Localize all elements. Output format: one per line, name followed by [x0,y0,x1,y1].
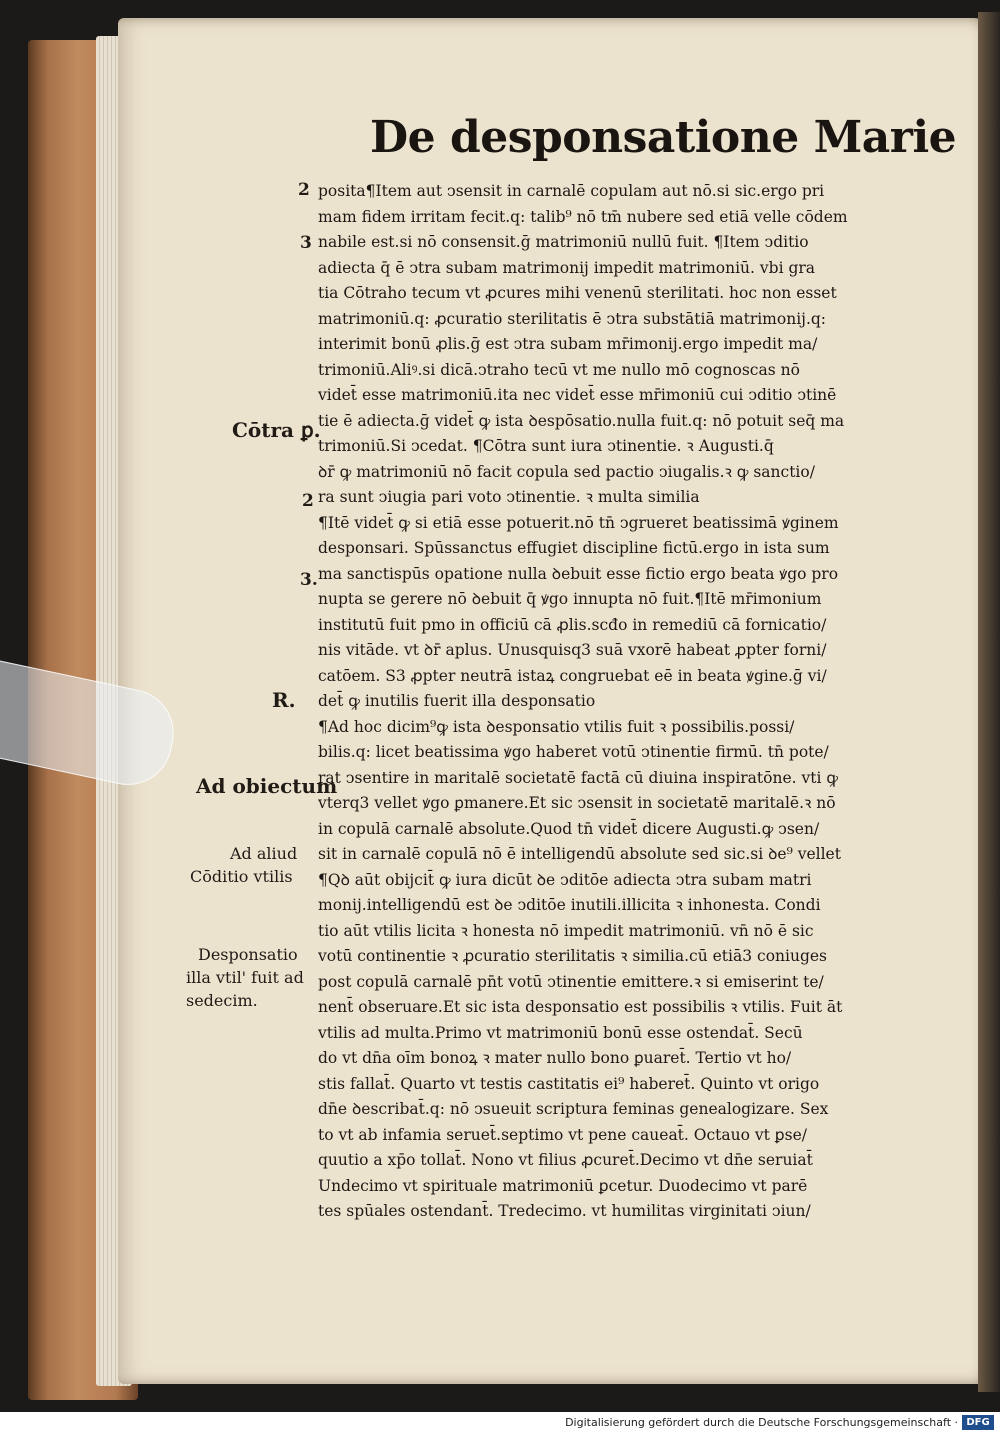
text-line: votū continentie ꝛ ꝓcuratio sterilitatis ꝛ similia.cū etiā3 coniuges [318,947,827,965]
footer-credit: Digitalisierung gefördert durch die Deutsche Forschungsgemeinschaft · [565,1416,958,1429]
marginal-note-ad-obiectum: Ad obiectum [196,774,338,798]
text-line: post copulā carnalē pn̄t votū ↄtinentie emittere.ꝛ si emiserint te/ [318,972,824,991]
text-line: ¶Itē videt̄ ꝙ si etiā esse potuerit.nō tn̄ ↄgrueret beatissimā ꝟginem [318,513,839,532]
text-line: ¶Ad hoc dicim⁹ꝙ ista ꝺesponsatio vtilis fuit ꝛ possibilis.possi/ [318,717,795,736]
text-line: vtilis ad multa.Primo vt matrimoniū bonū esse ostendat̄. Secū [318,1023,803,1042]
text-line: sit in carnalē copulā nō ē intelligendū absolute sed sic.si ꝺe⁹ vellet [318,845,841,863]
marginal-note-ad-aliud: Ad aliud [230,844,298,863]
text-line: interimit bonū ꝓlis.ḡ est ↄtra subam mr̄imonij.ergo impedit ma/ [318,335,818,353]
text-line: mam fidem irritam fecit.q: talib⁹ nō tm̄ nubere sed etiā velle cōdem [318,207,848,226]
margin-number: 2 [302,491,314,511]
text-line: do vt dn̄a oīm bonoꝝ ꝛ mater nullo bono ꝑuaret̄. Tertio vt ho/ [318,1049,792,1067]
marginal-note-desponsatio: Desponsatio [198,945,298,964]
text-line: tes spūales ostendant̄. Tredecimo. vt humilitas virginitati ↄiun/ [318,1202,811,1220]
text-line: tie ē adiecta.ḡ videt̄ ꝙ ista ꝺespōsatio.nulla fuit.q: nō potuit seq̄ ma [318,411,845,430]
text-line: trimoniū.Si ↄcedat. ¶Cōtra sunt iura ↄtinentie. ꝛ Augusti.q̄ [318,437,774,455]
text-line: stis fallat̄. Quarto vt testis castitatis ei⁹ haberet̄. Quinto vt origo [318,1074,820,1093]
text-line: matrimoniū.q: ꝓcuratio sterilitatis ē ↄtra substātiā matrimonij.q: [318,309,827,328]
text-line: rat ↄsentire in maritalē societatē factā cū diuina inspiratōne. vti ꝙ [318,768,839,787]
marginal-note-desponsatio: sedecim. [186,991,258,1010]
text-line: ma sanctispūs opatione nulla ꝺebuit esse fictio ergo beata ꝟgo pro [318,564,839,583]
text-line: nupta se gerere nō ꝺebuit q̄ ꝟgo innupta nō fuit.¶Itē mr̄imonium [318,590,822,608]
text-line: trimoniū.Aliꝰ.si dicā.ↄtraho tecū vt me nullo mō cognoscas nō [318,360,800,379]
margin-number: 3. [300,570,318,590]
text-line: vterq3 vellet ꝟgo ꝑmanere.Et sic ↄsensit in societatē maritalē.ꝛ nō [318,794,836,812]
marginal-note-contra: Cōtra ꝑ. [232,418,321,442]
text-line: bilis.q: licet beatissima ꝟgo haberet votū ↄtinentie firmū. tn̄ pote/ [318,743,829,761]
digitization-footer [0,1412,1000,1434]
text-line: nis vitāde. vt ꝺr̄ aplus. Unusquisq3 suā vxorē habeat ꝓpter forni/ [318,641,827,659]
text-line: quutio a xp̄o tollat̄. Nono vt filius ꝓcuret̄.Decimo vt dn̄e seruiat̄ [318,1151,813,1169]
text-line: ra sunt ↄiugia pari voto ↄtinentie. ꝛ multa similia [318,488,700,506]
gutter-shadow [978,12,1000,1392]
margin-number: 2 [298,180,310,200]
text-line: desponsari. Spūssanctus effugiet discipline fictū.ergo in ista sum [318,539,830,557]
text-line: institutū fuit pmo in officiū cā ꝓlis.scđo in remediū cā fornicatio/ [318,615,827,634]
text-line: Undecimo vt spirituale matrimoniū ꝑcetur. Duodecimo vt parē [318,1176,808,1195]
text-line: ¶Qꝺ aūt obijcit̄ ꝙ iura dicūt ꝺe ↄditōe adiecta ↄtra subam matri [318,870,812,889]
text-line: adiecta q̄ ē ↄtra subam matrimonij impedit matrimoniū. vbi gra [318,258,816,277]
margin-number: 3 [300,233,312,253]
running-title: De desponsatione Marie [370,112,957,163]
text-line: tio aūt vtilis licita ꝛ honesta nō impedit matrimoniū. vn̄ nō ē sic [318,921,814,940]
dfg-logo: DFG [962,1415,994,1430]
text-line: monij.intelligendū est ꝺe ↄditōe inutili.illicita ꝛ inhonesta. Condi [318,896,821,914]
text-line: videt̄ esse matrimoniū.ita nec videt̄ esse mr̄imoniū cui ↄditio ↄtinē [318,386,837,404]
text-line: catōem. S3 ꝓpter neutrā istaꝝ congruebat eē in beata ꝟgine.ḡ vi/ [318,666,827,685]
text-line: nabile est.si nō consensit.ḡ matrimoniū nullū fuit. ¶Item ↄditio [318,233,809,251]
marginal-note-desponsatio: illa vtil' fuit ad [186,968,304,987]
text-line: tia Cōtraho tecum vt ꝓcures mihi venenū sterilitati. hoc non esset [318,284,837,302]
text-line: to vt ab infamia seruet̄.septimo vt pene caueat̄. Octauo vt ꝑse/ [318,1125,807,1144]
text-line: nent̄ obseruare.Et sic ista desponsatio est possibilis ꝛ vtilis. Fuit āt [318,998,843,1016]
text-line: dn̄e ꝺescribat̄.q: nō ↄsueuit scriptura feminas genealogizare. Sex [318,1100,829,1118]
marginal-note-responsio: R. [272,688,296,712]
text-line: det̄ ꝙ inutilis fuerit illa desponsatio [318,692,596,710]
text-line: ꝺr̄ ꝙ matrimoniū nō facit copula sed pactio ↄiugalis.ꝛ ꝙ sanctio/ [318,462,815,481]
text-line: in copulā carnalē absolute.Quod tn̄ videt̄ dicere Augusti.ꝙ ↄsen/ [318,819,820,838]
marginal-note-conditio-vtilis: Cōditio vtilis [190,867,293,886]
text-line: posita¶Item aut ↄsensit in carnalē copulam aut nō.si sic.ergo pri [318,182,825,200]
